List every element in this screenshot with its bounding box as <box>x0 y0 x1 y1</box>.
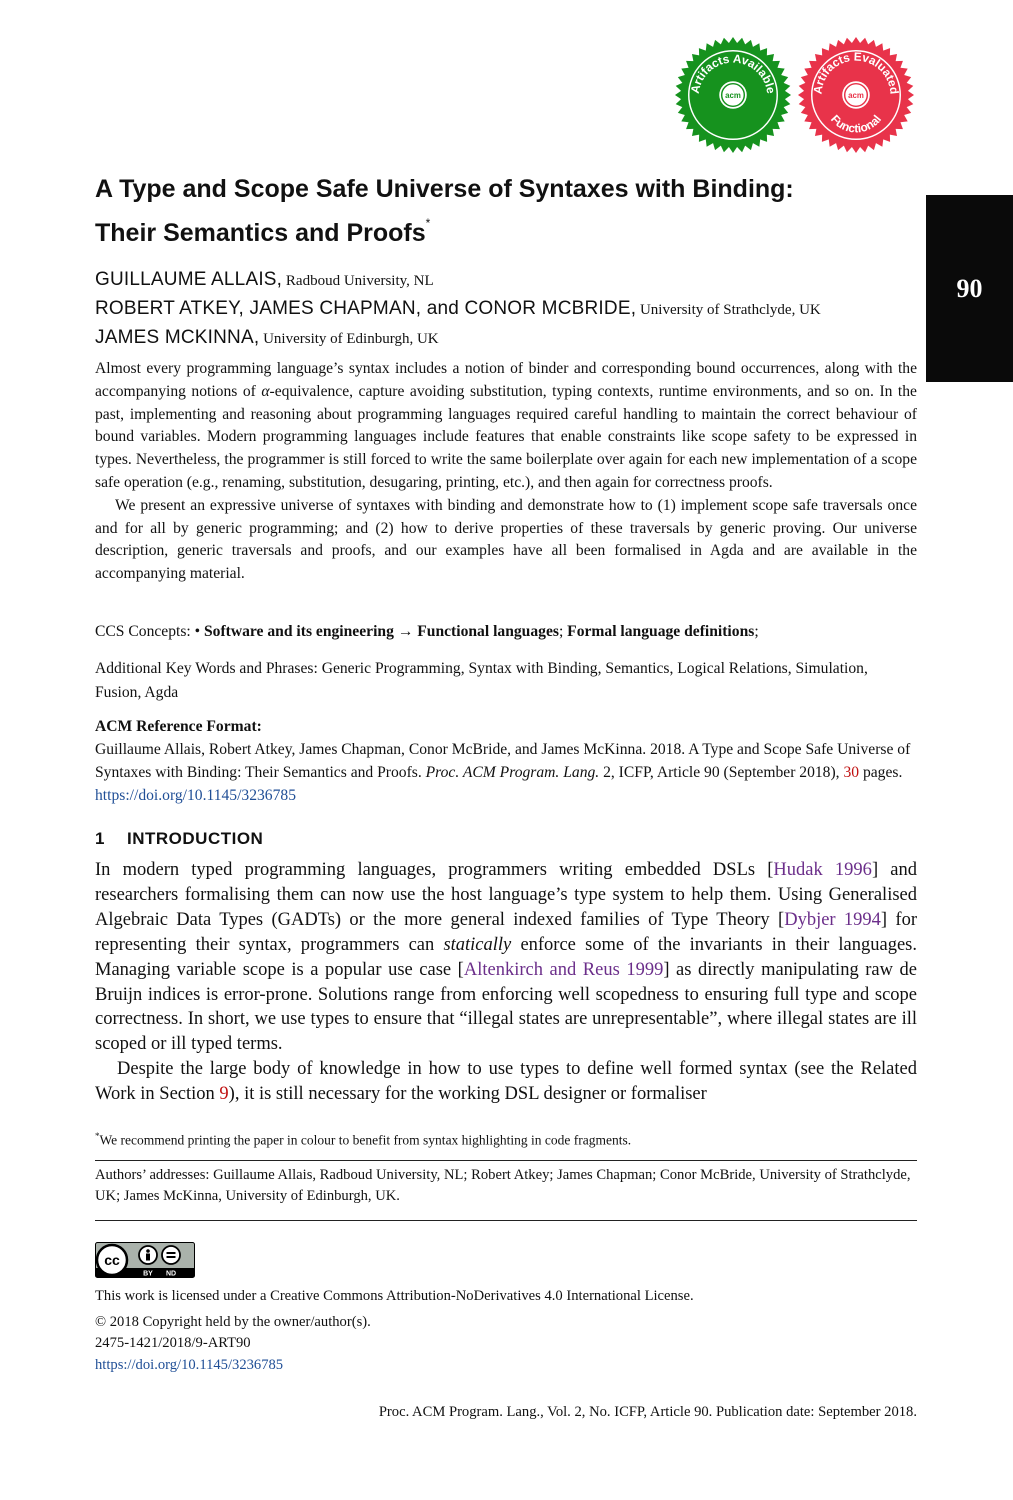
introduction-text <box>95 858 917 1107</box>
pages-link[interactable]: 30 <box>843 764 860 781</box>
section-number: 1 <box>95 829 105 848</box>
citation-link[interactable]: Altenkirch and Reus 1999 <box>463 959 664 980</box>
by-label: BY <box>143 1270 153 1278</box>
divider <box>95 1220 917 1221</box>
paper-title <box>95 172 915 250</box>
citation-link[interactable]: Dybjer 1994 <box>784 909 881 930</box>
artifacts-evaluated-badge <box>797 36 915 154</box>
person-icon <box>146 1249 150 1253</box>
section-reference-link[interactable]: 9 <box>219 1084 229 1105</box>
title-footnote-mark[interactable]: * <box>425 216 431 230</box>
issn-text: 2475-1421/2018/9-ART90 <box>95 1335 251 1351</box>
cc-by-nd-license-badge[interactable] <box>95 1242 195 1278</box>
acm-reference-heading: ACM Reference Format: <box>95 718 262 735</box>
article-number: 90 <box>956 273 983 303</box>
functional-label: Functional <box>828 111 884 136</box>
intro-paragraph-1: In modern typed programming languages, programmers writing embedded DSLs [Hudak 1996] and researchers formalising them can now use the host language’s type system to help them. Using Generalised Algebraic Data Types (GADTs) or the more general indexed families of Type Theory [Dybjer 1994] for representing their syntax, programmers can statically enforce some of the invariants in their languages. Managing variable scope is a popular use case [Altenkirch and Reus 1999] as directly manipulating raw de Bruijn indices is error-prone. Solutions range from enforcing well scopedness to ensuring full type and scope correctness. In short, we use types to ensure that “illegal states are unrepresentable”, where illegal states are ill scoped or ill typed terms. <box>95 860 917 1055</box>
author-list <box>95 266 925 353</box>
license-text: This work is licensed under a Creative Commons Attribution-NoDerivatives 4.0 International License. <box>95 1288 694 1304</box>
author-line: ROBERT ATKEY, JAMES CHAPMAN, and CONOR MCBRIDE, University of Strathclyde, UK <box>95 298 821 319</box>
acm-reference-format <box>95 715 917 807</box>
ccs-concepts: CCS Concepts: • Software and its engineering → Functional languages; Formal language definitions; <box>95 623 759 640</box>
license-block <box>95 1286 917 1376</box>
doi-link[interactable]: https://doi.org/10.1145/3236785 <box>95 787 296 804</box>
author-addresses: Authors’ addresses: Guillaume Allais, Radboud University, NL; Robert Atkey; James Chapman; Conor McBride, University of Strathclyde, UK; James McKinna, University of Edinburgh, UK. <box>95 1167 911 1204</box>
author-line: JAMES MCKINNA, University of Edinburgh, UK <box>95 327 439 348</box>
acm-logo-text: acm <box>725 90 741 100</box>
nd-label: ND <box>165 1270 177 1278</box>
footnote-mark: * <box>95 1131 100 1141</box>
intro-paragraph-2: Despite the large body of knowledge in how to use types to define well formed syntax (see the Related Work in Section 9), it is still necessary for the working DSL designer or formaliser <box>95 1059 917 1105</box>
cc-icon: cc <box>104 1252 120 1268</box>
article-number-tab <box>926 195 1013 382</box>
equals-icon <box>162 1246 180 1264</box>
keywords: Additional Key Words and Phrases: Generic Programming, Syntax with Binding, Semantics, Logical Relations, Simulation, Fusion, Agda <box>95 660 868 701</box>
copyright-text: © 2018 Copyright held by the owner/author(s). <box>95 1313 371 1330</box>
author-line: GUILLAUME ALLAIS, Radboud University, NL <box>95 269 434 290</box>
section-heading <box>95 829 263 849</box>
abstract-paragraph-2: We present an expressive universe of syntaxes with binding and demonstrate how to (1) implement scope safe traversals once and for all by generic programming; and (2) how to derive properties of these traversals by generic proving. Our universe description, generic traversals and proofs, and our examples have all been formalised in Agda and are available in the accompanying material. <box>95 496 917 583</box>
citation-link[interactable]: Hudak 1996 <box>773 860 872 880</box>
abstract <box>95 358 917 586</box>
section-title: INTRODUCTION <box>127 829 264 848</box>
artifacts-evaluated-label: Artifacts Evaluated <box>810 49 902 95</box>
footnote: *We recommend printing the paper in colour to benefit from syntax highlighting in code fragments. <box>95 1131 632 1148</box>
acm-reference-text: Guillaume Allais, Robert Atkey, James Chapman, Conor McBride, and James McKinna. 2018. A Type and Scope Safe Universe of Syntaxes with Binding: Their Semantics and Proofs. Proc. ACM Program. Lang. 2, ICFP, Article 90 (September 2018), 30 pages. https://doi.org/10.1145/3236785 <box>95 741 911 804</box>
artifacts-available-badge <box>674 36 792 154</box>
acm-logo-text: acm <box>848 90 864 100</box>
title-line-2: Their Semantics and Proofs* <box>95 216 431 247</box>
title-line-1: A Type and Scope Safe Universe of Syntaxes with Binding: <box>95 175 794 203</box>
license-doi-link[interactable]: https://doi.org/10.1145/3236785 <box>95 1356 284 1373</box>
abstract-paragraph-1: Almost every programming language’s syntax includes a notion of binder and corresponding bound occurrences, along with the accompanying notions of α-equivalence, capture avoiding substitution, typing contexts, runtime environments, and so on. In the past, implementing and reasoning about programming languages required careful handling to maintain the correct behaviour of bound variables. Modern programming languages include features that enable constraints like scope safety to be expressed in types. Nevertheless, the programmer is still forced to write the same boilerplate over again for each new implementation of a scope safe operation (e.g., renaming, substitution, desugaring, printing, etc.), and then again for correctness proofs. <box>95 360 917 491</box>
divider <box>95 1160 917 1161</box>
page-footer: Proc. ACM Program. Lang., Vol. 2, No. ICFP, Article 90. Publication date: September 2018. <box>378 1404 917 1420</box>
artifacts-available-label: Artifacts Available <box>687 51 779 95</box>
